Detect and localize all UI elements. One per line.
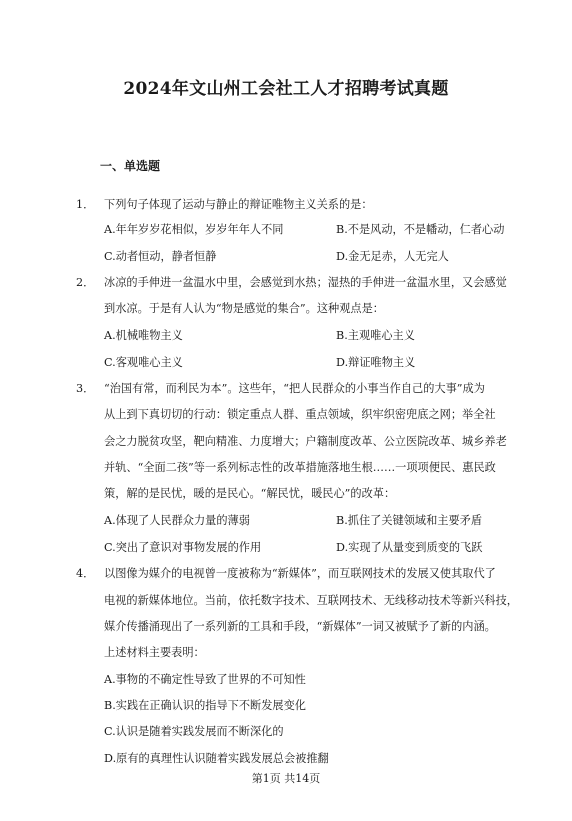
question-stem-line: 上述材料主要表明：	[104, 646, 205, 659]
section-heading: 一、单选题	[100, 159, 161, 173]
option-b: B.抓住了关键领域和主要矛盾	[336, 514, 483, 527]
question-stem-line: 并轨、“全面二孩”等一系列标志性的改革措施落地生根……一项项便民、惠民政	[104, 461, 496, 474]
question-stem-line: 从上到下真切切的行动：锁定重点人群、重点领域，织牢织密兜底之网；举全社	[104, 408, 496, 421]
option-d: D.辩证唯物主义	[336, 356, 416, 369]
option-a: A.体现了人民群众力量的薄弱	[104, 514, 250, 527]
option-a: A.机械唯物主义	[104, 329, 183, 342]
option-d: D.金无足赤，人无完人	[336, 250, 449, 263]
question-number: 3．	[76, 382, 95, 395]
option-c: C.认识是随着实践发展而不断深化的	[104, 725, 284, 738]
question-number: 1．	[76, 198, 95, 211]
question-number: 2．	[76, 276, 95, 289]
option-b: B.实践在正确认识的指导下不断发展变化	[104, 699, 306, 712]
question-stem-line: 冰凉的手伸进一盆温水中里，会感觉到水热；湿热的手伸进一盆温水里，又会感觉	[104, 276, 507, 289]
question-stem-line: 策，解的是民忧，暖的是民心。“解民忧，暖民心”的改革：	[104, 487, 396, 500]
page-footer: 第1页 共14页	[251, 772, 321, 785]
question-number: 4．	[76, 567, 95, 580]
option-b: B.不是风动，不是幡动，仁者心动	[336, 223, 505, 236]
question-stem-line: 媒介传播涌现出了一系列新的工具和手段，“新媒体”一词又被赋予了新的内涵。	[104, 620, 496, 633]
option-a: A.年年岁岁花相似，岁岁年年人不同	[104, 223, 284, 236]
option-d: D.实现了从量变到质变的飞跃	[336, 541, 483, 554]
option-c: C.动者恒动，静者恒静	[104, 250, 217, 263]
option-c: C.客观唯心主义	[104, 356, 183, 369]
option-a: A.事物的不确定性导致了世界的不可知性	[104, 673, 306, 686]
question-stem-line: 会之力脱贫攻坚，靶向精准、力度增大；户籍制度改革、公立医院改革、城乡养老	[104, 435, 507, 448]
option-c: C.突出了意识对事物发展的作用	[104, 541, 262, 554]
option-d: D.原有的真理性认识随着实践发展总会被推翻	[104, 752, 329, 765]
question-stem-line: “治国有常，而利民为本”。这些年，“把人民群众的小事当作自己的大事”成为	[104, 382, 485, 395]
question-stem-line: 以图像为媒介的电视曾一度被称为“新媒体”，而互联网技术的发展又使其取代了	[104, 567, 496, 580]
question-stem-line: 电视的新媒体地位。当前，依托数字技术、互联网技术、无线移动技术等新兴科技，	[104, 594, 518, 607]
option-b: B.主观唯心主义	[336, 329, 415, 342]
question-stem-line: 下列句子体现了运动与静止的辩证唯物主义关系的是：	[104, 198, 373, 211]
page-title: 2024年文山州工会社工人才招聘考试真题	[123, 79, 449, 99]
question-stem-line: 到水凉。于是有人认为“物是感觉的集合”。这种观点是：	[104, 302, 384, 315]
